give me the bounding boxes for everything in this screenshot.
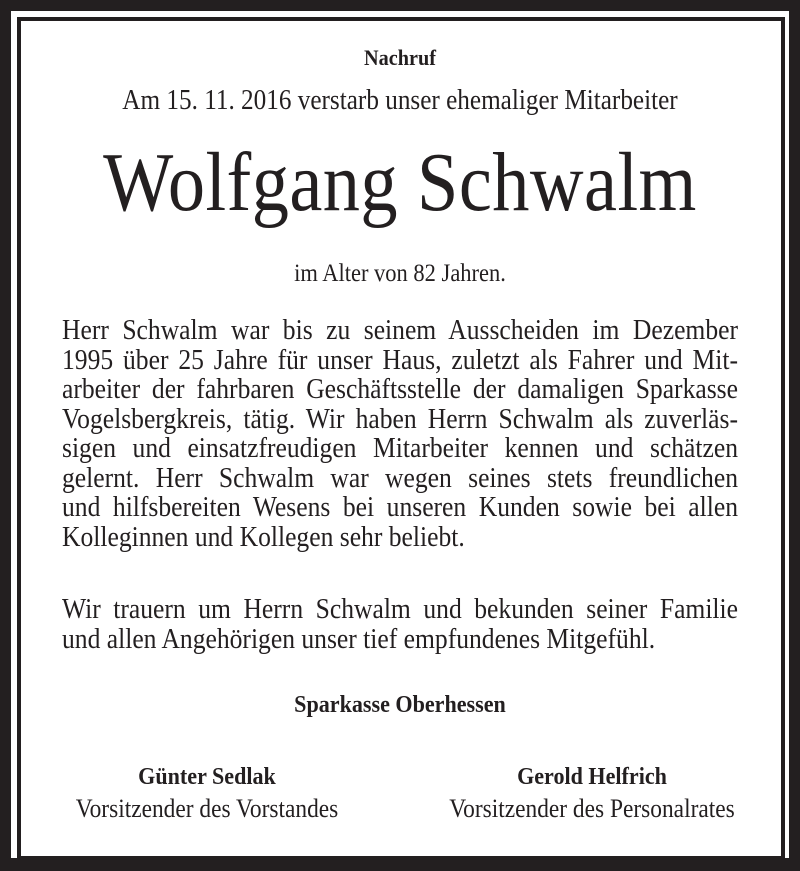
paragraph-line: Kolleginnen und Kollegen sehr beliebt. (62, 521, 465, 553)
paragraph-line: sigen und einsatzfreudigen Mitarbeiter kennen und schätzen (62, 433, 738, 464)
signatory-name: Gerold Helfrich (517, 764, 667, 790)
deceased-name: Wolfgang Schwalm (103, 136, 697, 229)
tribute-paragraph (62, 316, 738, 552)
signatory-left (7, 765, 407, 822)
paragraph-line: Wir trauern um Herrn Schwalm und bekunden seiner Familie (62, 594, 738, 625)
intro-line: Am 15. 11. 2016 verstarb unser ehemaliger Mitarbeiter (122, 85, 678, 116)
signatory-role: Vorsitzender des Personalrates (449, 794, 735, 823)
paragraph-line: und hilfsbereiten Wesens bei unseren Kunden sowie bei allen (62, 492, 738, 523)
condolence-paragraph (62, 595, 738, 654)
signatory-name: Günter Sedlak (138, 764, 276, 790)
paragraph-line: und allen Angehörigen unser tief empfundenes Mitgefühl. (62, 623, 656, 655)
paragraph-line: Herr Schwalm war bis zu seinem Ausscheiden im Dezember (62, 315, 738, 346)
paragraph-line: Vogelsbergkreis, tätig. Wir haben Herrn Schwalm als zuverläs- (62, 403, 738, 435)
notice-heading: Nachruf (364, 45, 436, 70)
paragraph-line: gelernt. Herr Schwalm war wegen seines stets freundlichen (62, 462, 738, 494)
paragraph-line: arbeiter der fahrbaren Geschäftsstelle der damaligen Sparkasse (62, 374, 738, 405)
signatory-role: Vorsitzender des Vorstandes (75, 794, 339, 823)
sender-organization: Sparkasse Oberhessen (294, 692, 506, 718)
signatory-right (392, 765, 792, 822)
paragraph-line: 1995 über 25 Jahre für unser Haus, zuletzt als Fahrer und Mit- (62, 344, 738, 376)
age-line: im Alter von 82 Jahren. (294, 260, 506, 287)
